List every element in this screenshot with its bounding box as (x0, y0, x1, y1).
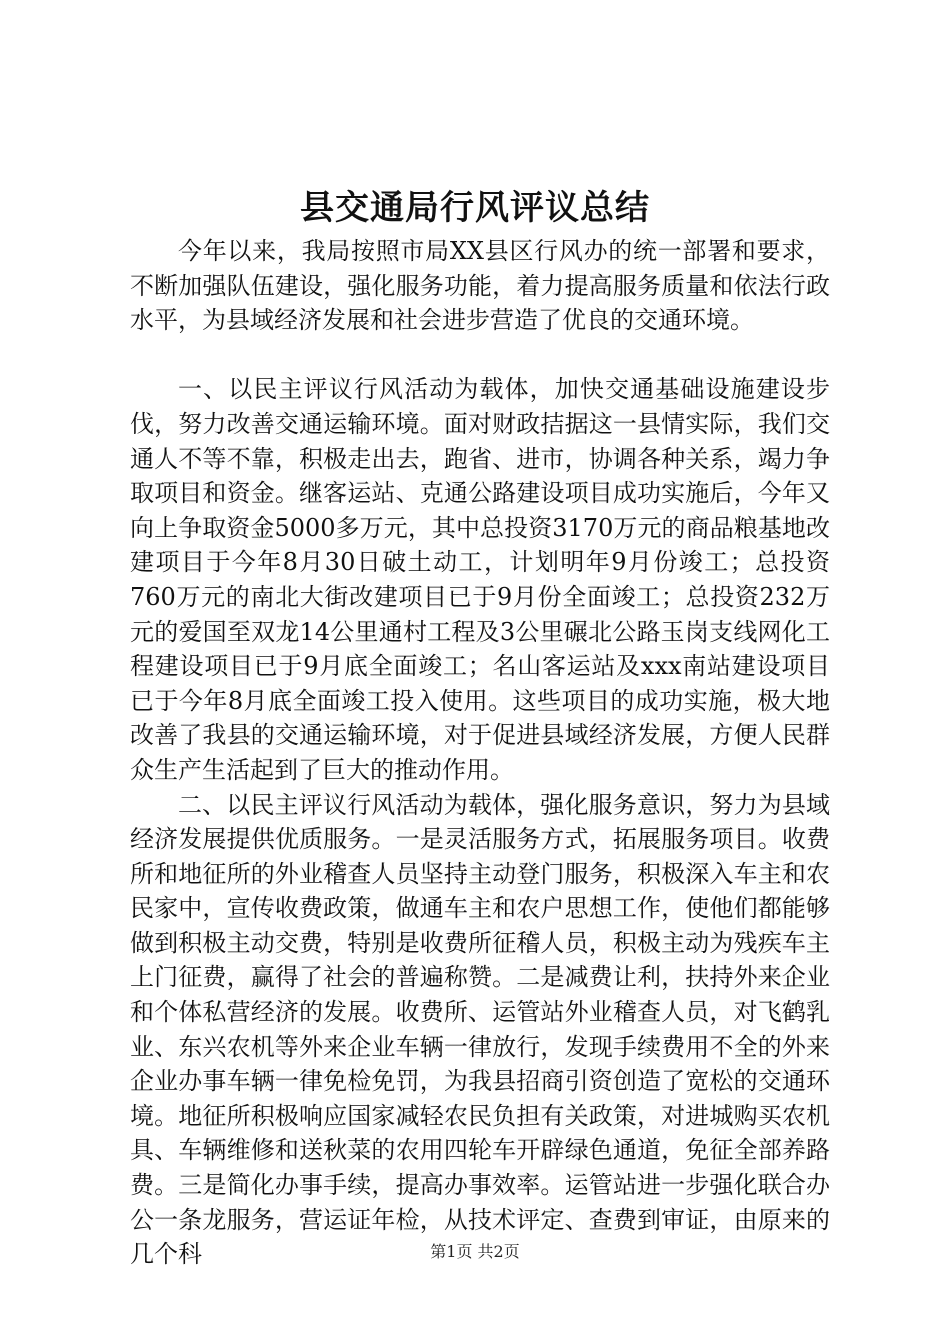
paragraph-section-2: 二、以民主评议行风活动为载体，强化服务意识，努力为县域经济发展提供优质服务。一是灵活服务方式，拓展服务项目。收费所和地征所的外业稽查人员坚持主动登门服务，积极深入车主和农民家中，宣传收费政策，做通车主和农户思想工作，使他们都能够做到积极主动交费，特别是收费所征稽人员，积极主动为残疾车主上门征费，赢得了社会的普遍称赞。二是减费让利，扶持外来企业和个体私营经济的发展。收费所、运管站外业稽查人员，对飞鹤乳业、东兴农机等外来企业车辆一律放行，发现手续费用不全的外来企业办事车辆一律免检免罚，为我县招商引资创造了宽松的交通环境。地征所积极响应国家减轻农民负担有关政策，对进城购买农机具、车辆维修和送秋菜的农用四轮车开辟绿色通道，免征全部养路费。三是简化办事手续，提高办事效率。运管站进一步强化联合办公一条龙服务，营运证年检，从技术评定、查费到审证，由原来的几个科 (130, 790, 830, 1269)
page-number-footer: 第1页 共2页 (430, 1242, 520, 1261)
paragraph-intro: 今年以来，我局按照市局XX县区行风办的统一部署和要求，不断加强队伍建设，强化服务功能，着力提高服务质量和依法行政水平，为县域经济发展和社会进步营造了优良的交通环境。 (130, 237, 830, 335)
paragraph-section-1: 一、以民主评议行风活动为载体，加快交通基础设施建设步伐，努力改善交通运输环境。面对财政拮据这一县情实际，我们交通人不等不靠，积极走出去，跑省、进市，协调各种关系，竭力争取项目和资金。继客运站、克通公路建设项目成功实施后，今年又向上争取资金5000多万元，其中总投资3170万元的商品粮基地改建项目于今年8月30日破土动工，计划明年9月份竣工；总投资760万元的南北大街改建项目已于9月份全面竣工；总投资232万元的爱国至双龙14公里通村工程及3公里碾北公路玉岗支线网化工程建设项目已于9月底全面竣工；名山客运站及xxx南站建设项目已于今年8月底全面竣工投入使用。这些项目的成功实施，极大地改善了我县的交通运输环境，对于促进县域经济发展，方便人民群众生产生活起到了巨大的推动作用。 (130, 375, 830, 784)
document-title: 县交通局行风评议总结 (300, 188, 650, 228)
document-body (130, 234, 830, 1272)
paragraph-spacer (130, 338, 830, 373)
